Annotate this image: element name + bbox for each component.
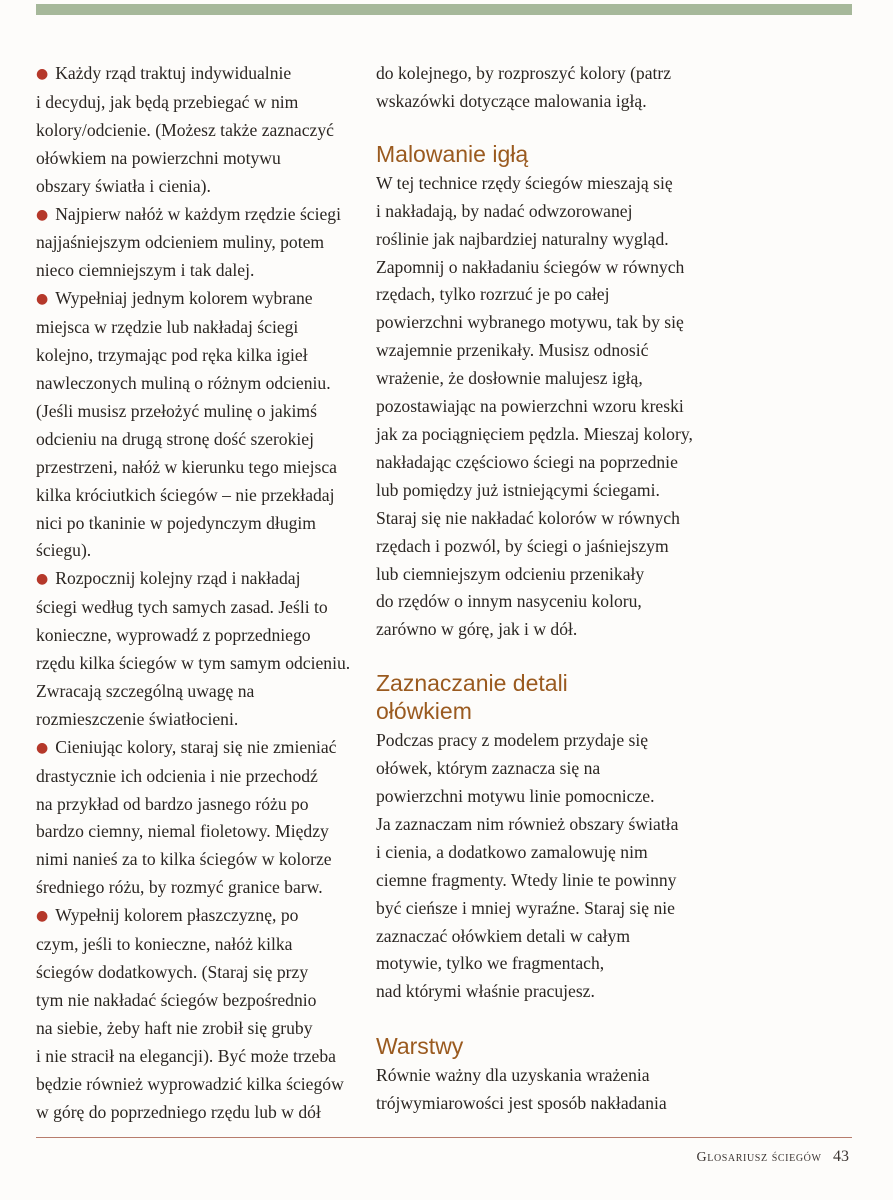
malowanie-line: do rzędów o innym nasyceniu koloru,: [376, 591, 642, 612]
left-line: [36, 763, 356, 791]
left-line-text: na siebie, żeby haft nie zrobił się gruby: [36, 1017, 313, 1038]
left-line-text: rozmieszczenie światłocieni.: [36, 708, 239, 729]
left-line: [36, 1043, 356, 1071]
bullet-icon: ●: [36, 206, 49, 223]
left-line-text: (Jeśli musisz przełożyć mulinę o jakimś: [36, 400, 317, 421]
left-line-text: ściegi według tych samych zasad. Jeśli to: [36, 597, 328, 618]
right-intro-line: do kolejnego, by rozproszyć kolory (patrz: [376, 63, 672, 83]
left-line: [36, 257, 356, 285]
zaznaczanie-line: powierzchni motywu linie pomocnicze.: [376, 786, 655, 807]
malowanie-line: powierzchni wybranego motywu, tak by się: [376, 312, 684, 333]
left-line: [36, 173, 356, 201]
zaznaczanie-line: i cienia, a dodatkowo zamalowuję nim: [376, 841, 648, 862]
left-line: [36, 398, 356, 426]
left-line: [36, 987, 356, 1015]
right-intro-line: wskazówki dotyczące malowania igłą.: [376, 90, 647, 111]
left-line: [36, 537, 356, 565]
section-heading-malowanie: Malowanie igłą: [376, 140, 529, 167]
malowanie-line: pozostawiając na powierzchni wzoru kreski: [376, 396, 684, 417]
left-line-text: kolory/odcienie. (Możesz także zaznaczyć: [36, 119, 334, 140]
malowanie-line: lub pomiędzy już istniejącymi ściegami.: [376, 479, 660, 500]
left-line-text: najjaśniejszym odcieniem muliny, potem: [36, 232, 325, 253]
left-line-text: Najpierw nałóż w każdym rzędzie ściegi: [55, 203, 341, 224]
malowanie-line: nakładając częściowo ściegi na poprzednie: [376, 451, 678, 472]
malowanie-line: zarówno w górę, jak i w dół.: [376, 619, 578, 640]
left-line-text: miejsca w rzędzie lub nakładaj ściegi: [36, 317, 299, 338]
malowanie-line: W tej technice rzędy ściegów mieszają się: [376, 172, 673, 193]
bullet-icon: ●: [36, 739, 49, 756]
bullet-icon: ●: [36, 66, 49, 82]
bullet-icon: ●: [36, 571, 49, 588]
left-line-text: konieczne, wyprowadź z poprzedniego: [36, 625, 311, 646]
malowanie-line: Zapomnij o nakładaniu ściegów w równych: [376, 256, 685, 277]
left-line-text: bardzo ciemny, niemal fioletowy. Między: [36, 821, 329, 842]
section-malowanie-body: [376, 170, 711, 644]
left-line-text: Zwracają szczególną uwagę na: [36, 680, 255, 701]
section-zaznaczanie-body: [376, 727, 711, 1006]
zaznaczanie-line: nad którymi właśnie pracujesz.: [376, 981, 595, 1002]
malowanie-line: rzędach, tylko rozrzuć je po całej: [376, 284, 610, 305]
top-decorative-bar: [36, 4, 852, 15]
left-line: [36, 117, 356, 145]
page-number: 43: [833, 1148, 849, 1165]
left-line: [36, 594, 356, 622]
left-line: [36, 201, 356, 230]
left-line: [36, 89, 356, 117]
left-line-text: Wypełniaj jednym kolorem wybrane: [55, 288, 313, 309]
left-line-text: odcieniu na drugą stronę dość szerokiej: [36, 428, 314, 449]
malowanie-line: roślinie jak najbardziej naturalny wygląd.: [376, 228, 669, 249]
malowanie-line: rzędach i pozwól, by ściegi o jaśniejszym: [376, 535, 669, 556]
left-line: [36, 818, 356, 846]
warstwy-line: trójwymiarowości jest sposób nakładania: [376, 1093, 667, 1114]
zaznaczanie-line: Ja zaznaczam nim również obszary światła: [376, 813, 679, 834]
left-line: [36, 510, 356, 538]
left-line: [36, 1015, 356, 1043]
left-line-text: w górę do poprzedniego rzędu lub w dół: [36, 1101, 321, 1122]
left-line-text: Wypełnij kolorem płaszczyznę, po: [55, 905, 299, 926]
left-line: [36, 846, 356, 874]
left-line: [36, 1071, 356, 1099]
zaznaczanie-line: ołówek, którym zaznacza się na: [376, 758, 601, 779]
malowanie-line: lub ciemniejszym odcieniu przenikały: [376, 563, 645, 584]
left-line-text: przestrzeni, nałóż w kierunku tego miejsca: [36, 456, 337, 477]
page-footer: [697, 1148, 849, 1166]
zaznaczanie-line: zaznaczać ołówkiem detali w całym: [376, 925, 631, 946]
left-line: [36, 1099, 356, 1127]
left-line: [36, 370, 356, 398]
left-line: [36, 314, 356, 342]
left-line: [36, 60, 356, 89]
right-intro-text: [376, 60, 711, 116]
malowanie-line: Staraj się nie nakładać kolorów w równych: [376, 507, 680, 528]
bullet-icon: ●: [36, 908, 49, 925]
section-heading-zaznaczanie-line1: Zaznaczanie detali: [376, 670, 568, 697]
left-line: [36, 454, 356, 482]
left-line-text: rzędu kilka ściegów w tym samym odcieniu.: [36, 653, 351, 674]
malowanie-line: wrażenie, że dosłownie malujesz igłą,: [376, 368, 643, 389]
left-line-text: ściegów dodatkowych. (Staraj się przy: [36, 962, 309, 982]
zaznaczanie-line: być cieńsze i mniej wyraźne. Staraj się nie: [376, 897, 675, 918]
left-line-text: Rozpocznij kolejny rząd i nakładaj: [55, 568, 301, 589]
left-line-text: i decyduj, jak będą przebiegać w nim: [36, 91, 299, 112]
left-line-text: i nie stracił na elegancji). Być może trzeba: [36, 1045, 336, 1066]
left-text-column: [36, 60, 356, 1126]
left-line: [36, 959, 356, 987]
left-line: [36, 285, 356, 314]
left-line: [36, 706, 356, 734]
left-line-text: drastycznie ich odcienia i nie przechodź: [36, 765, 318, 786]
left-line-text: średniego różu, by rozmyć granice barw.: [36, 877, 323, 898]
left-line: [36, 734, 356, 763]
zaznaczanie-line: Podczas pracy z modelem przydaje się: [376, 730, 649, 751]
left-line-text: będzie również wyprowadzić kilka ściegów: [36, 1073, 344, 1094]
left-line-text: Każdy rząd traktuj indywidualnie: [55, 63, 292, 83]
left-line-text: Cieniując kolory, staraj się nie zmieniać: [55, 736, 337, 757]
malowanie-line: jak za pociągnięciem pędzla. Mieszaj kolory,: [376, 423, 693, 444]
left-line-text: tym nie nakładać ściegów bezpośrednio: [36, 989, 317, 1010]
section-warstwy-body: [376, 1062, 711, 1118]
left-line: [36, 229, 356, 257]
left-line-text: nimi nanieś za to kilka ściegów w kolorze: [36, 849, 332, 870]
running-title: Glosariusz ściegów: [696, 1150, 822, 1165]
left-line: [36, 902, 356, 931]
left-line-text: ściegu).: [36, 540, 92, 561]
warstwy-line: Równie ważny dla uzyskania wrażenia: [376, 1065, 650, 1086]
left-line-text: na przykład od bardzo jasnego różu po: [36, 793, 309, 814]
zaznaczanie-line: motywie, tylko we fragmentach,: [376, 953, 605, 974]
left-line-text: kilka króciutkich ściegów – nie przekładaj: [36, 484, 335, 505]
left-line-text: kolejno, trzymając pod ręka kilka igieł: [36, 345, 308, 366]
left-line: [36, 791, 356, 819]
left-line: [36, 426, 356, 454]
malowanie-line: wzajemnie przenikały. Musisz odnosić: [376, 340, 649, 361]
left-line: [36, 678, 356, 706]
left-line: [36, 342, 356, 370]
left-line-text: ołówkiem na powierzchni motywu: [36, 147, 281, 168]
zaznaczanie-line: ciemne fragmenty. Wtedy linie te powinny: [376, 869, 677, 890]
left-line: [36, 931, 356, 959]
left-line: [36, 145, 356, 173]
left-line-text: nawleczonych muliną o różnym odcieniu.: [36, 372, 331, 393]
left-line: [36, 565, 356, 594]
malowanie-line: i nakładają, by nadać odwzorowanej: [376, 200, 633, 221]
footer-rule: [36, 1137, 852, 1138]
section-heading-zaznaczanie-line2: ołówkiem: [376, 698, 472, 725]
left-line: [36, 622, 356, 650]
left-line-text: nici po tkaninie w pojedynczym długim: [36, 512, 316, 533]
left-line-text: czym, jeśli to konieczne, nałóż kilka: [36, 934, 293, 955]
section-heading-warstwy: Warstwy: [376, 1033, 464, 1060]
bullet-icon: ●: [36, 291, 49, 308]
right-text-column: [376, 60, 711, 1118]
left-line: [36, 874, 356, 902]
left-line: [36, 650, 356, 678]
left-line-text: nieco ciemniejszym i tak dalej.: [36, 260, 255, 281]
left-line: [36, 482, 356, 510]
left-line-text: obszary światła i cienia).: [36, 175, 211, 196]
